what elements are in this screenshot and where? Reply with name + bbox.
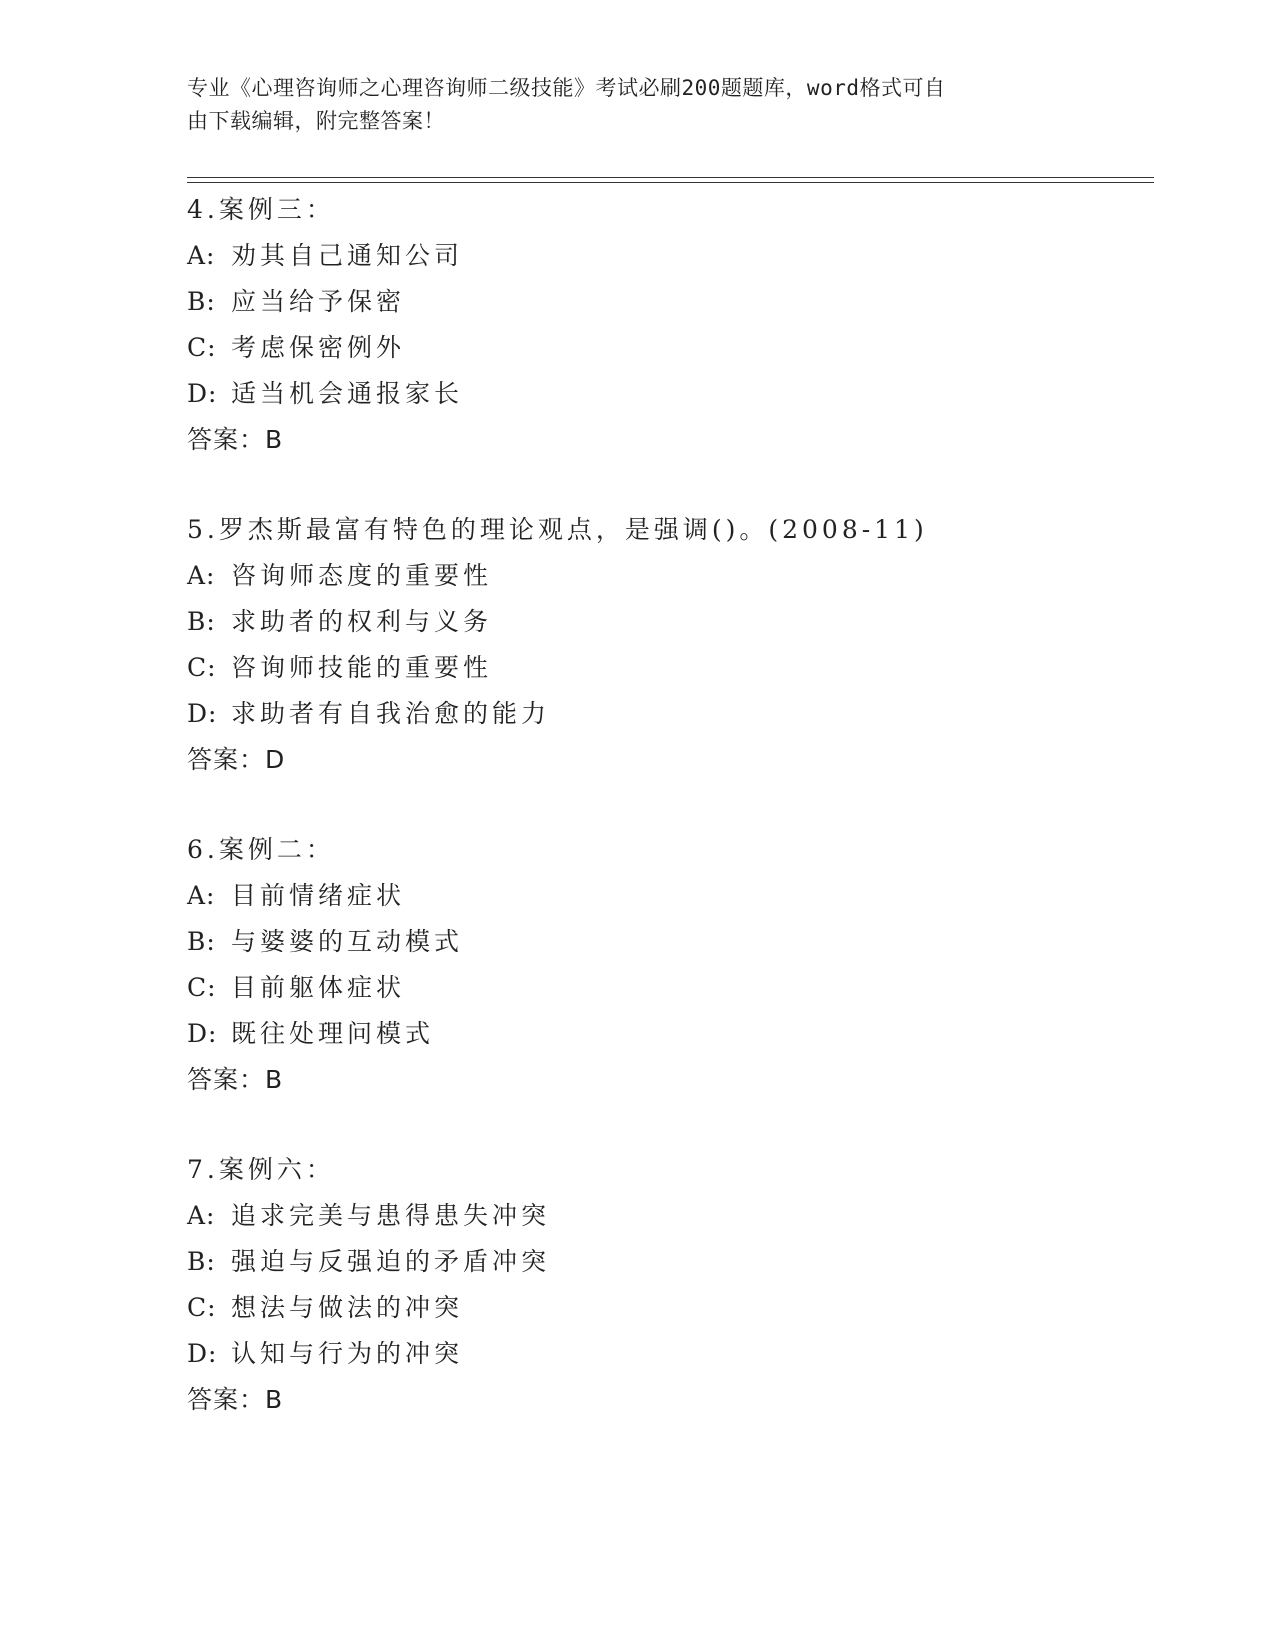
option-text: 追求完美与患得患失冲突 [231,1201,551,1230]
question-4 [187,187,1147,463]
option-a [187,1193,1147,1239]
option-c [187,965,1147,1011]
option-text: 想法与做法的冲突 [231,1293,464,1322]
option-a [187,873,1147,919]
answer-line: 答案：D [187,745,286,774]
option-d [187,691,1147,737]
option-text: 目前躯体症状 [231,973,406,1002]
option-letter: B: [187,287,216,316]
option-letter: C: [187,1293,217,1322]
question-stem: 4.案例三： [187,195,335,224]
question-stem: 5.罗杰斯最富有特色的理论观点，是强调()。(2008-11) [187,515,928,544]
question-7 [187,1147,1147,1423]
option-letter: D: [187,699,218,728]
header-divider-bottom [187,182,1154,183]
option-text: 咨询师技能的重要性 [231,653,493,682]
answer-line: 答案：B [187,1385,284,1414]
option-letter: A: [187,1201,216,1230]
option-letter: A: [187,241,216,270]
option-letter: A: [187,561,216,590]
option-b [187,1239,1147,1285]
option-letter: D: [187,1339,218,1368]
option-c [187,645,1147,691]
option-text: 考虑保密例外 [231,333,406,362]
option-letter: A: [187,881,216,910]
option-text: 与婆婆的互动模式 [231,927,464,956]
option-letter: D: [187,1019,218,1048]
question-stem: 6.案例二： [187,835,335,864]
option-text: 认知与行为的冲突 [231,1339,464,1368]
option-text: 适当机会通报家长 [231,379,464,408]
option-b [187,919,1147,965]
option-text: 目前情绪症状 [231,881,406,910]
question-5 [187,507,1147,783]
option-a [187,233,1147,279]
option-text: 咨询师态度的重要性 [231,561,493,590]
option-letter: C: [187,973,217,1002]
option-text: 既往处理问模式 [231,1019,435,1048]
option-d [187,1011,1147,1057]
option-c [187,1285,1147,1331]
answer-line: 答案：B [187,425,284,454]
question-stem: 7.案例六： [187,1155,335,1184]
option-letter: C: [187,333,217,362]
option-text: 劝其自己通知公司 [231,241,464,270]
document-header [187,72,1067,138]
option-text: 求助者有自我治愈的能力 [231,699,551,728]
answer-line: 答案：B [187,1065,284,1094]
header-divider-top [187,177,1154,178]
option-b [187,279,1147,325]
option-text: 求助者的权利与义务 [231,607,493,636]
option-letter: D: [187,379,218,408]
option-letter: B: [187,607,216,636]
option-d [187,1331,1147,1377]
option-a [187,553,1147,599]
header-line-2: 由下载编辑，附完整答案！ [187,109,445,133]
option-letter: B: [187,1247,216,1276]
header-line-1: 专业《心理咨询师之心理咨询师二级技能》考试必刷200题题库，word格式可自 [187,76,946,100]
option-text: 应当给予保密 [231,287,406,316]
option-letter: B: [187,927,216,956]
option-text: 强迫与反强迫的矛盾冲突 [231,1247,551,1276]
question-6 [187,827,1147,1103]
option-d [187,371,1147,417]
option-c [187,325,1147,371]
option-b [187,599,1147,645]
option-letter: C: [187,653,217,682]
